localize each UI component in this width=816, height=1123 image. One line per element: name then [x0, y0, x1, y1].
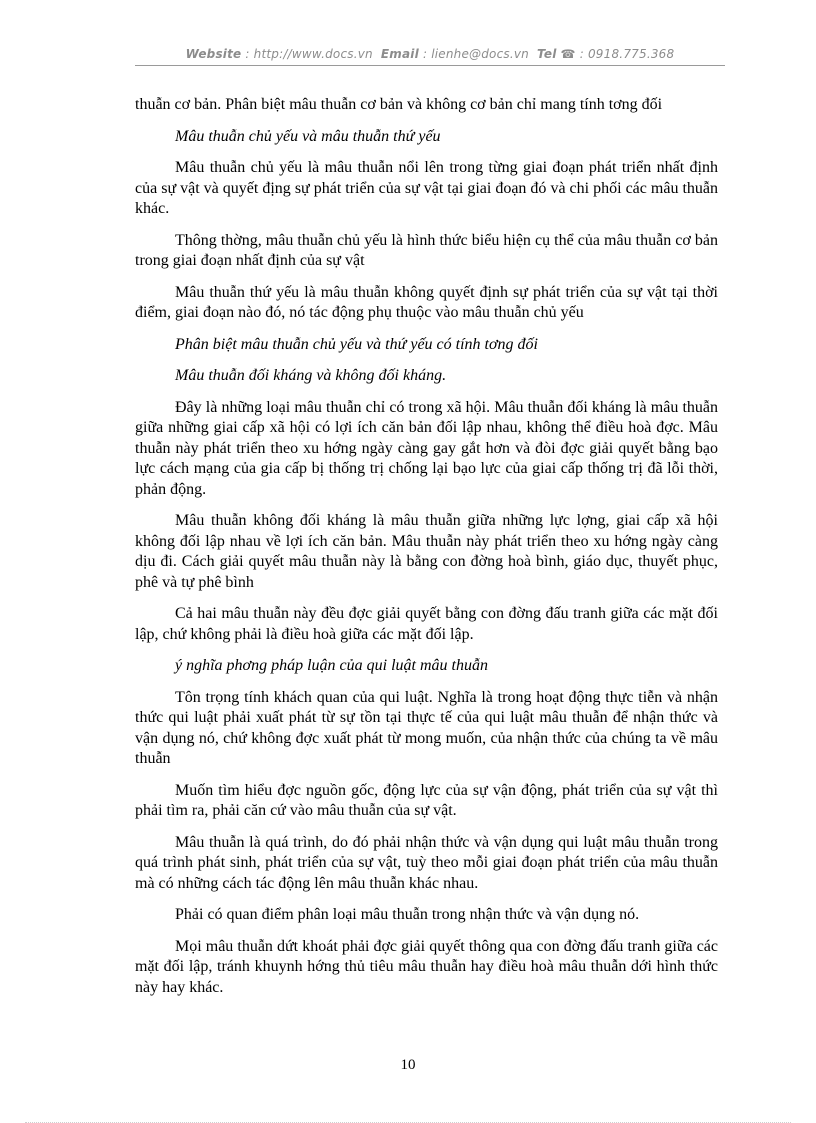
email-address[interactable]: : lienhe@docs.vn: [422, 47, 529, 61]
paragraph: Phải có quan điểm phân loại mâu thuẫn trong nhận thức và vận dụng nó.: [175, 906, 640, 923]
page-number: 10: [400, 1057, 416, 1073]
email-label: Email: [380, 47, 419, 61]
website-url[interactable]: : http://www.docs.vn: [245, 47, 373, 61]
paragraph: Mọi mâu thuẫn dứt khoát phải đợc giải quyết thông qua con đờng đấu tranh giữa các mặt đối lập, tránh khuynh hớng thủ tiêu mâu thuẫn hay điều hoà mâu thuẫn dới hình thức này hay khác.: [135, 937, 718, 996]
paragraph: thuẫn cơ bản. Phân biệt mâu thuẫn cơ bản và không cơ bản chỉ mang tính tơng đối: [135, 96, 663, 113]
telephone-icon: ☎: [560, 47, 576, 61]
section-heading: Phân biệt mâu thuẫn chủ yếu và thứ yếu có tính tơng đối: [175, 335, 538, 353]
paragraph: Mâu thuẫn không đối kháng là mâu thuẫn giữa những lực lợng, giai cấp xã hội không đối lập nhau về lợi ích căn bản. Mâu thuẫn này phát triển theo xu hớng ngày càng dịu đi. Cách giải quyết mâu thuẫn này là bằng con đờng hoà bình, giáo dục, thuyết phục, phê và tự phê bình: [135, 512, 718, 591]
body-text: [135, 95, 718, 1009]
paragraph: Tôn trọng tính khách quan của qui luật. Nghĩa là trong hoạt động thực tiễn và nhận thức qui luật phải xuất phát từ sự tồn tại thực tế của qui luật mâu thuẫn để nhận thức và vận dụng nó, chứ không đợc xuất phát từ mong muốn, của nhận thức của chúng ta về mâu thuẫn: [135, 688, 718, 767]
paragraph: Mâu thuẫn chủ yếu là mâu thuẫn nổi lên trong từng giai đoạn phát triển nhất định của sự vật và quyết địng sự phát triển của sự vật tại giai đoạn đó và chi phối các mâu thuẫn khác.: [135, 159, 718, 217]
paragraph: Cả hai mâu thuẫn này đều đợc giải quyết bằng con đờng đấu tranh giữa các mặt đối lập, chứ không phải là điều hoà giữa các mặt đối lập.: [135, 605, 718, 643]
paragraph: Mâu thuẫn thứ yếu là mâu thuẫn không quyết định sự phát triển của sự vật tại thời điểm, giai đoạn nào đó, nó tác động phụ thuộc vào mâu thuẫn chủ yếu: [135, 283, 718, 321]
paragraph: Muốn tìm hiểu đợc nguồn gốc, động lực của sự vận động, phát triển của sự vật thì phải tìm ra, phải căn cứ vào mâu thuẫn của sự vật.: [135, 781, 718, 819]
tel-number: : 0918.775.368: [579, 47, 675, 61]
section-heading: Mâu thuẫn đối kháng và không đối kháng.: [175, 367, 447, 384]
page-header: [135, 47, 725, 61]
website-label: Website: [185, 47, 242, 61]
section-heading: Mâu thuẫn chủ yếu và mâu thuẫn thứ yếu: [175, 127, 441, 145]
paragraph: Thông thờng, mâu thuẫn chủ yếu là hình thức biểu hiện cụ thể của mâu thuẫn cơ bản trong giai đoạn nhất định của sự vật: [135, 231, 718, 269]
section-heading: ý nghĩa phơng pháp luận của qui luật mâu thuẫn: [175, 657, 488, 674]
paragraph: Đây là những loại mâu thuẫn chỉ có trong xã hội. Mâu thuẫn đối kháng là mâu thuẫn giữa những giai cấp xã hội có lợi ích căn bản đối lập nhau, không thể điều hoà đợc. Mâu thuẫn này phát triển theo xu hớng ngày càng gay gắt hơn và đòi đợc giải quyết bằng bạo lực cách mạng của gia cấp bị thống trị chống lại bạo lực của giai cấp thống trị đã lỗi thời, phản động.: [135, 398, 718, 498]
paragraph: Mâu thuẫn là quá trình, do đó phải nhận thức và vận dụng qui luật mâu thuẫn trong quá trình phát sinh, phát triển của sự vật, tuỳ theo mỗi giai đoạn phát triển của mâu thuẫn mà có những cách tác động lên mâu thuẫn khác nhau.: [135, 833, 718, 892]
tel-label: Tel: [537, 47, 557, 61]
header-divider: [135, 65, 725, 66]
